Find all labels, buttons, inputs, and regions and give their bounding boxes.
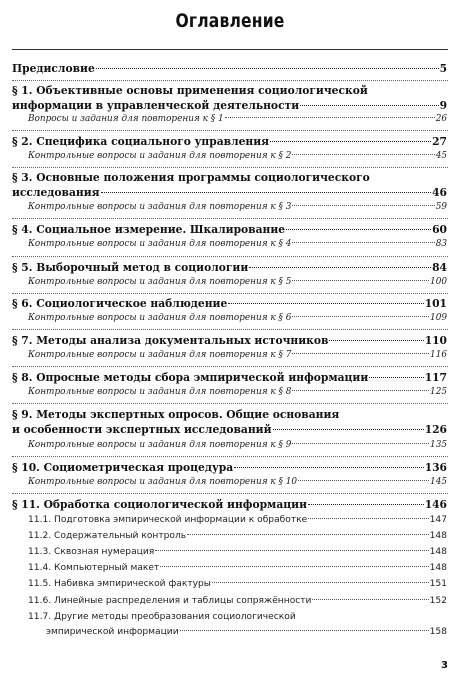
separator	[12, 167, 448, 168]
dot-leader	[155, 550, 428, 551]
entry-page: 148	[429, 547, 447, 557]
entry-page: 152	[429, 596, 447, 606]
dot-leader	[292, 205, 434, 206]
entry-page: 59	[435, 202, 447, 212]
entry-page: 145	[430, 477, 447, 487]
separator	[12, 403, 448, 404]
toc-sub-11-3[interactable]	[28, 547, 447, 557]
separator	[12, 493, 448, 494]
toc-sub-11-7[interactable]	[46, 627, 447, 637]
toc-entry-s9-line1[interactable]: § 9. Методы экспертных опросов. Общие основания	[12, 408, 340, 421]
entry-page: 148	[429, 531, 447, 541]
separator	[12, 366, 448, 367]
dot-leader	[292, 280, 429, 281]
dot-leader	[292, 316, 429, 317]
entry-title: 11.6. Линейные распределения и таблицы сопряжённости	[28, 596, 312, 606]
entry-page: 136	[424, 461, 447, 474]
toc-entry-s8[interactable]	[12, 371, 447, 384]
toc-entry-s5[interactable]	[12, 261, 447, 274]
entry-page: 146	[424, 498, 447, 511]
toc-questions-s2[interactable]	[28, 151, 447, 161]
entry-page: 45	[435, 151, 447, 161]
dot-leader	[308, 518, 428, 519]
dot-leader	[329, 340, 423, 341]
entry-title: Контрольные вопросы и задания для повторения к § 7	[28, 350, 292, 360]
separator	[12, 130, 448, 131]
toc-entry-s11[interactable]	[12, 498, 447, 511]
toc-entry-preface[interactable]	[12, 62, 447, 75]
entry-page: 151	[429, 579, 447, 589]
entry-page: 46	[432, 186, 447, 199]
dot-leader	[308, 504, 424, 505]
dot-leader	[292, 242, 434, 243]
entry-page: 101	[424, 297, 447, 310]
page-number: 3	[441, 660, 448, 671]
toc-sub-11-4[interactable]	[28, 563, 447, 573]
entry-title: 11.5. Набивка эмпирической фактуры	[28, 579, 211, 589]
toc-entry-s1-line1[interactable]: § 1. Объективные основы применения социологической	[12, 84, 368, 97]
entry-title: § 8. Опросные методы сбора эмпирической информации	[12, 371, 369, 384]
toc-sub-11-7-line1[interactable]: 11.7. Другие методы преобразования социологической	[28, 612, 296, 622]
entry-page: 60	[432, 223, 447, 236]
entry-title: § 10. Социометрическая процедура	[12, 461, 234, 474]
toc-entry-s9[interactable]	[12, 423, 447, 436]
toc-entry-s1[interactable]	[12, 99, 447, 112]
toc-questions-s8[interactable]	[28, 387, 447, 397]
dot-leader	[369, 377, 423, 378]
entry-title: 11.3. Сквозная нумерация	[28, 547, 155, 557]
entry-page: 26	[435, 114, 447, 124]
entry-page: 110	[424, 334, 447, 347]
dot-leader	[160, 566, 428, 567]
entry-page: 117	[424, 371, 447, 384]
entry-page: 84	[432, 261, 447, 274]
entry-page: 109	[430, 313, 447, 323]
entry-title: Контрольные вопросы и задания для повторения к § 4	[28, 239, 292, 249]
entry-title: Контрольные вопросы и задания для повторения к § 2	[28, 151, 292, 161]
toc-questions-s7[interactable]	[28, 350, 447, 360]
entry-title: § 4. Социальное измерение. Шкалирование	[12, 223, 286, 236]
dot-leader	[180, 630, 429, 631]
entry-title: 11.2. Содержательный контроль	[28, 531, 187, 541]
dot-leader	[286, 229, 431, 230]
toc-entry-s4[interactable]	[12, 223, 447, 236]
entry-title: 11.4. Компьютерный макет	[28, 563, 160, 573]
entry-page: 158	[429, 627, 447, 637]
dot-leader	[101, 192, 432, 193]
dot-leader	[273, 429, 424, 430]
toc-questions-s5[interactable]	[28, 277, 447, 287]
dot-leader	[187, 534, 428, 535]
entry-title: Предисловие	[12, 62, 95, 75]
entry-title: § 6. Социологическое наблюдение	[12, 297, 228, 310]
separator	[12, 218, 448, 219]
toc-questions-s3[interactable]	[28, 202, 447, 212]
title-rule	[12, 49, 448, 50]
entry-page: 126	[424, 423, 447, 436]
entry-page: 125	[430, 387, 447, 397]
entry-page: 100	[430, 277, 447, 287]
separator	[12, 256, 448, 257]
toc-entry-s6[interactable]	[12, 297, 447, 310]
toc-entry-s2[interactable]	[12, 135, 447, 148]
entry-page: 9	[439, 99, 447, 112]
toc-entry-s3[interactable]	[12, 186, 447, 199]
dot-leader	[212, 582, 429, 583]
dot-leader	[234, 467, 424, 468]
toc-sub-11-5[interactable]	[28, 579, 447, 589]
separator	[12, 293, 448, 294]
entry-title: § 2. Специфика социального управления	[12, 135, 270, 148]
dot-leader	[292, 443, 429, 444]
toc-sub-11-6[interactable]	[28, 596, 447, 606]
entry-title: и особенности экспертных исследований	[12, 423, 272, 436]
dot-leader	[270, 141, 431, 142]
entry-title: 11.1. Подготовка эмпирической информации к обработке	[28, 515, 308, 525]
toc-questions-s1[interactable]	[28, 114, 447, 124]
toc-entry-s3-line1[interactable]: § 3. Основные положения программы социологического	[12, 171, 370, 184]
entry-title: Контрольные вопросы и задания для повторения к § 10	[28, 477, 298, 487]
page-title: Оглавление	[175, 10, 285, 32]
entry-title: § 11. Обработка социологической информации	[12, 498, 308, 511]
entry-title: Вопросы и задания для повторения к § 1	[28, 114, 224, 124]
dot-leader	[298, 480, 429, 481]
entry-page: 27	[432, 135, 447, 148]
dot-leader	[292, 154, 434, 155]
dot-leader	[249, 267, 431, 268]
toc-entry-s7[interactable]	[12, 334, 447, 347]
toc-questions-s10[interactable]	[28, 477, 447, 487]
entry-page: 135	[430, 440, 447, 450]
entry-title: Контрольные вопросы и задания для повторения к § 5	[28, 277, 292, 287]
toc-sub-11-1[interactable]	[28, 515, 447, 525]
entry-title: информации в управленческой деятельности	[12, 99, 300, 112]
entry-title: Контрольные вопросы и задания для повторения к § 8	[28, 387, 292, 397]
entry-title: Контрольные вопросы и задания для повторения к § 3	[28, 202, 292, 212]
dot-leader	[292, 390, 429, 391]
separator	[12, 329, 448, 330]
toc-sub-11-2[interactable]	[28, 531, 447, 541]
dot-leader	[292, 353, 429, 354]
entry-page: 5	[439, 62, 447, 75]
entry-title: Контрольные вопросы и задания для повторения к § 6	[28, 313, 292, 323]
entry-page: 83	[435, 239, 447, 249]
toc-questions-s9[interactable]	[28, 440, 447, 450]
entry-page: 148	[429, 563, 447, 573]
entry-title: эмпирической информации	[46, 627, 179, 637]
separator	[12, 456, 448, 457]
entry-page: 147	[429, 515, 447, 525]
separator	[12, 80, 448, 81]
dot-leader	[312, 599, 428, 600]
dot-leader	[300, 105, 438, 106]
dot-leader	[225, 117, 435, 118]
toc-questions-s6[interactable]	[28, 313, 447, 323]
dot-leader	[228, 303, 423, 304]
entry-title: § 5. Выборочный метод в социологии	[12, 261, 249, 274]
toc-questions-s4[interactable]	[28, 239, 447, 249]
entry-title: исследования	[12, 186, 100, 199]
entry-page: 116	[430, 350, 447, 360]
entry-title: § 7. Методы анализа документальных источников	[12, 334, 329, 347]
dot-leader	[96, 68, 439, 69]
entry-title: Контрольные вопросы и задания для повторения к § 9	[28, 440, 292, 450]
toc-entry-s10[interactable]	[12, 461, 447, 474]
